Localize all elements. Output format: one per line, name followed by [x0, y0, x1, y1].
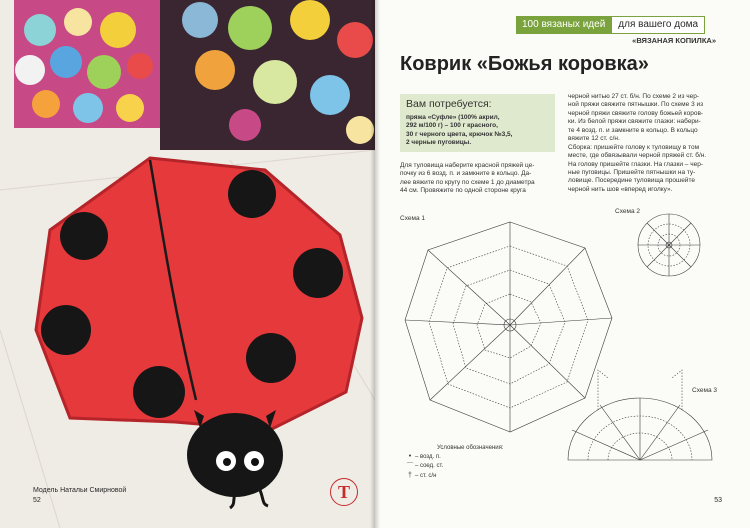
text-line: черной пряжи свяжите голову божьей коров- [568, 109, 704, 117]
page-number-right: 53 [714, 497, 722, 504]
materials-box [400, 94, 555, 152]
materials-list [406, 114, 552, 147]
section-header [516, 16, 705, 34]
text-line: ки. Из белой пряжи свяжите глазки: набери- [568, 118, 701, 126]
chain-stitch-icon: • [408, 453, 412, 461]
legend-heading: Условные обозначения: [437, 445, 504, 451]
materials-line: пряжа «Суфле» (100% акрил, [406, 114, 500, 121]
text-line: ной пряжи свяжите пятнышки. По схеме 3 из [568, 101, 704, 109]
model-credit: Модель Натальи Смирновой [33, 487, 127, 494]
slip-stitch-icon: ⌒ [406, 462, 414, 470]
publisher-logo: Т [330, 478, 358, 506]
article-title: Коврик «Божья коровка» [400, 53, 649, 75]
legend [405, 444, 504, 480]
legend-text: – ст. с/н [415, 472, 437, 479]
instructions-column-left [400, 162, 558, 196]
text-line: лее вяжите по кругу по схеме 1 до диаметра [400, 178, 535, 186]
text-line: вяжите 12 ст. с/н. [568, 135, 620, 143]
text-line: Сборка: пришейте голову к туловищу в том [568, 143, 700, 151]
legend-item [405, 452, 504, 461]
scheme-3-label: Схема 3 [692, 387, 717, 394]
page-gutter [370, 0, 380, 528]
text-line: те 4 возд. п. и замкните в кольцо. В кольцо [568, 126, 698, 134]
text-line: черной нить шов «вперед иголку». [568, 185, 673, 193]
text-line: 44 см. Провяжите по одной стороне круга [400, 187, 526, 195]
button-box [160, 0, 375, 150]
text-line: ные пуговицы. Пришейте пятнышки на ту- [568, 168, 696, 176]
legend-text: – возд. п. [415, 453, 441, 460]
double-crochet-icon: † [408, 471, 412, 479]
scheme-2-label: Схема 2 [615, 208, 640, 215]
legend-text: – соед. ст. [415, 463, 444, 470]
text-line: черной нитью 27 ст. б/н. По схеме 2 из чер- [568, 93, 700, 100]
text-line: Для туловища наберите красной пряжей це- [400, 162, 535, 169]
text-line: На голову пришейте глазки. На глазки – чер- [568, 160, 703, 168]
text-line: месте, где обвязывали черной пряжей ст. б/н. [568, 152, 707, 160]
section-subtitle: «ВЯЗАНАЯ КОПИЛКА» [632, 36, 716, 45]
text-line: ловище. Посередине туловища прошейте [568, 177, 695, 185]
section-header-series: 100 вязаных идей [516, 16, 611, 34]
legend-item [405, 462, 504, 471]
materials-line: 2 черные пуговицы. [406, 138, 472, 146]
section-header-topic: для вашего дома [611, 16, 705, 34]
materials-line: 292 м/100 г) – 100 г красного, [406, 122, 498, 130]
text-line: почку из 6 возд. п. и замкните в кольцо. Да- [400, 170, 532, 178]
page-number-left: 52 [33, 497, 41, 504]
materials-heading: Вам потребуется: [406, 98, 492, 110]
legend-item [405, 471, 504, 480]
button-bag [14, 0, 160, 128]
scheme-1-label: Схема 1 [400, 215, 425, 222]
instructions-column-right [568, 93, 718, 194]
materials-line: 30 г черного цвета, крючок №3,5, [406, 130, 513, 138]
